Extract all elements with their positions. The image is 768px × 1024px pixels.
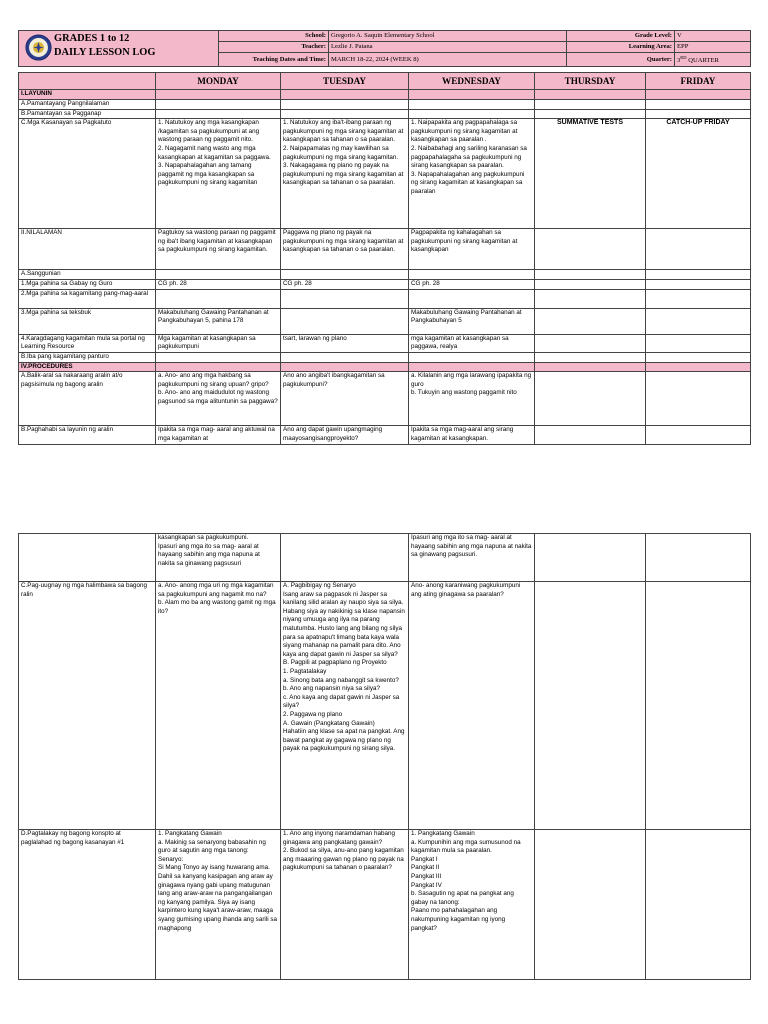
- row-label: D.Pagtalakay ng bagong konspto at paglalahad ng bagong kasanayan #1: [19, 830, 156, 980]
- table-cell: [646, 90, 751, 100]
- table-cell: 1. Ano ang inyong naramdaman habang ginagawa ang pangkatang gawain? 2. Bukod sa silya, anu-ano pang kagamitan ang maaaring gawan ng plano ng payak na pagkukumpuni sa tahanan o paaralan?: [281, 830, 409, 980]
- corner-header-cell: [19, 73, 156, 90]
- table-cell: 1. Naipapakita ang pagpapahalaga sa pagkukumpuni ng sirang kagamitan at kasangkapan sa paaralan . 2. Naibabahagi ang sariling karanasan sa pagpapahalagaha sa pagkukumpuni ng sirang kasangkapan sa paaralan. 3. Napapahalagahan ang pagkukumpuni ng sirang kagamitan at kasangkapan sa paaralan: [409, 119, 535, 229]
- table-cell: a. Ano- anong mga uri ng mga kagamitan sa pagkukumpuni ang nagamit mo na? b. Alam mo ba ang wastong gamit ng mga ito?: [156, 582, 281, 830]
- quarter-text: QUARTER: [686, 57, 719, 65]
- row-label: A.Sanggunian: [19, 270, 156, 280]
- table-row: [19, 289, 751, 308]
- table-cell: [535, 352, 646, 362]
- table-cell: [281, 270, 409, 280]
- table-row: [19, 109, 751, 119]
- table-cell: CG ph. 28: [156, 279, 281, 289]
- table-cell: [409, 100, 535, 110]
- table-cell: Ipasuri ang mga ito sa mag- aaral at hayaang sabihin ang mga napuna at nakita sa ginawang pagsusuri.: [409, 534, 535, 582]
- table-cell: [646, 426, 751, 445]
- table-row: [19, 100, 751, 110]
- table-cell: [409, 90, 535, 100]
- table-row: [19, 362, 751, 372]
- table-cell: [535, 582, 646, 830]
- table-cell: 1. Natutukoy ang mga kasangkapan /kagamitan sa pagkukumpuni at ang wastong paraan ng paggamit nito. 2. Nagagamit nang wasto ang mga kasangkapan at kagamitan sa paggawa. 3. Napapahalagahan ang tamang paggamit ng mga kasangkapan sa pagkukumpuni ng sirang kagamitan: [156, 119, 281, 229]
- table-cell: a. Kilalanin ang mga larawang ipapakita ng guro b. Tukuyin ang wastong paggamit nito: [409, 372, 535, 426]
- row-label: C.Mga Kasanayan sa Pagkatuto: [19, 119, 156, 229]
- day-header-tuesday: TUESDAY: [281, 73, 409, 90]
- header-title-line1: GRADES 1 to 12: [54, 33, 130, 44]
- row-label: II.NILALAMAN: [19, 229, 156, 270]
- table-cell: [646, 830, 751, 980]
- row-label: A.Balik-aral sa nakaraang aralin at/o pagsisimula ng bagong aralin: [19, 372, 156, 426]
- table-cell: [156, 109, 281, 119]
- quarter-value: [675, 53, 751, 67]
- row-label: IV.PROCEDURES: [19, 362, 156, 372]
- table-cell: [535, 334, 646, 352]
- table-cell: [535, 90, 646, 100]
- table-cell: Makabuluhang Gawaing Pantahanan at Pangkabuhayan 5, pahina 178: [156, 308, 281, 334]
- teaching-dates-value: MARCH 18-22, 2024 (WEEK 8): [329, 53, 567, 67]
- table-cell: [535, 279, 646, 289]
- school-label: School:: [219, 31, 329, 42]
- table-cell: [535, 362, 646, 372]
- row-label: 3.Mga pahina sa teksbuk: [19, 308, 156, 334]
- table-cell: [281, 109, 409, 119]
- table-cell: [646, 534, 751, 582]
- quarter-number: 3: [677, 57, 681, 65]
- table-cell: Ano- anong karaniwang pagkukumpuni ang ating ginagawa sa paaralan?: [409, 582, 535, 830]
- table-cell: [646, 334, 751, 352]
- row-label: 1.Mga pahina sa Gabay ng Guro: [19, 279, 156, 289]
- table-row: [19, 90, 751, 100]
- teaching-dates-label: Teaching Dates and Time:: [219, 53, 329, 67]
- grade-level-label: Grade Level:: [567, 31, 675, 42]
- table-cell: [646, 109, 751, 119]
- table-cell: [535, 289, 646, 308]
- table-cell: 1. Pangkatang Gawain a. Kumpunihin ang mga sumusunod na kagamitan mula sa paaralan. Pangkat I Pangkat II Pangkat III Pangkat IV b. Sasagutin ng apat na pangkat ang gabay na tanong: Paano mo pahahalagahan ang nakumpuning kagamitan ng iyong pangkat?: [409, 830, 535, 980]
- row-label: [19, 534, 156, 582]
- table-cell: [535, 372, 646, 426]
- table-cell: [156, 362, 281, 372]
- table-cell: [409, 289, 535, 308]
- header-table: [18, 30, 751, 67]
- day-header-wednesday: WEDNESDAY: [409, 73, 535, 90]
- table-cell: 1. Pangkatang Gawain a. Makinig sa senaryong babasahin ng guro at sagutin ang mga tanong: Senaryo: Si Mang Tonyo ay isang huwarang ama. Dahil sa kanyang kasipagan ang araw ay ginagawa nyang gabi upang matugunan lang ang araw-araw na pangangailangan ng kanyang pamilya. Siya ay isang karpintero kung kaya't araw-araw, maaga syang gumising upang ihanda ang sarili sa maghapong: [156, 830, 281, 980]
- teacher-label: Teacher:: [219, 42, 329, 53]
- table-cell: [646, 229, 751, 270]
- table-cell: Ipakita sa mga mag-aaral ang sirang kagamitan at kasangkapan.: [409, 426, 535, 445]
- row-label: I.LAYUNIN: [19, 90, 156, 100]
- table-cell: [535, 308, 646, 334]
- table-row: [19, 308, 751, 334]
- table-cell: [646, 289, 751, 308]
- table-row: [19, 830, 751, 980]
- table-cell: CG ph. 28: [281, 279, 409, 289]
- table-row: [19, 352, 751, 362]
- page2-rows: [19, 534, 751, 980]
- lesson-log-table-page2: [18, 533, 751, 980]
- table-cell: a. Ano- ano ang mga hakbang sa pagkukumpuni ng sirang upuan? gripo? b. Ano- ano ang maidudulot ng wastong pagsunod sa mga alituntunin sa paggawa?: [156, 372, 281, 426]
- table-cell: A. Pagbibigay ng Senaryo Isang araw sa pagpasok ni Jasper sa kanilang silid aralan ay naupo siya sa silya. Habang siya ay nakikinig sa klase napansin niyang umuuga ang ilya na parang matutumba. Husto lang ang bilang ng silya para sa apatnapu't limang bata kaya wala siyang mahanap na pamalit para dito. Ano kaya ang dapat gawin ni Jasper sa silya? B. Pagpili at pagpaplano ng Proyekto 1. Pagtatalakay a. Sinong bata ang nabanggit sa kwento? b. Ano ang napansin niya sa silya? c. Ano kaya ang dapat gawin ni Jasper sa silya? 2. Paggawa ng plano A. Gawain (Pangkatang Gawain) Hahatiin ang klase sa apat na pangkat. Ang bawat pangkat ay gagawa ng plano ng payak na pagkukumpuni ng sirang silya.: [281, 582, 409, 830]
- table-cell: [535, 426, 646, 445]
- learning-area-value: EPP: [675, 42, 751, 53]
- deped-seal-icon: [25, 34, 52, 61]
- table-cell: [535, 109, 646, 119]
- table-cell: [535, 534, 646, 582]
- quarter-superscript: RD: [680, 55, 687, 60]
- lesson-log-table-page1: [18, 72, 751, 445]
- table-cell: tsart, larawan ng plano: [281, 334, 409, 352]
- table-cell: [646, 362, 751, 372]
- header-title-line2: DAILY LESSON LOG: [54, 47, 156, 58]
- table-cell: [281, 100, 409, 110]
- header-title-cell: [19, 31, 219, 67]
- table-cell: [409, 352, 535, 362]
- table-cell: [646, 308, 751, 334]
- table-cell: [646, 279, 751, 289]
- teacher-value: Lezlie J. Patana: [329, 42, 567, 53]
- table-cell: [156, 270, 281, 280]
- row-label: B.Paghahabi sa layunin ng aralin: [19, 426, 156, 445]
- table-cell: [535, 229, 646, 270]
- table-cell: [281, 289, 409, 308]
- table-cell: [156, 289, 281, 308]
- table-cell: [281, 308, 409, 334]
- table-cell: [535, 830, 646, 980]
- table-cell: [281, 534, 409, 582]
- table-cell: [281, 90, 409, 100]
- table-row: [19, 582, 751, 830]
- table-cell: [646, 270, 751, 280]
- table-cell: [409, 109, 535, 119]
- row-label: A.Pamantayang Pangnilalaman: [19, 100, 156, 110]
- table-cell: Pagtukoy sa wastong paraan ng paggamit ng iba't ibang kagamitan at kasangkapan sa pagkukumpuni ng sirang kagamitan.: [156, 229, 281, 270]
- table-cell: Paggawa ng plano ng payak na pagkukumpuni ng mga sirang kagamitan at kasangkapan sa tahanan o sa paaralan.: [281, 229, 409, 270]
- table-cell: [646, 582, 751, 830]
- table-cell: Ipakita sa mga mag- aaral ang aktuwal na mga kagamitan at: [156, 426, 281, 445]
- table-cell: [535, 270, 646, 280]
- table-cell: CATCH-UP FRIDAY: [646, 119, 751, 229]
- table-row: [19, 372, 751, 426]
- table-cell: Pagpapakita ng kahalagahan sa pagkukumpuni ng sirang kagamitan at kasangkapan: [409, 229, 535, 270]
- row-label: C.Pag-uugnay ng mga halimbawa sa bagong ralin: [19, 582, 156, 830]
- learning-area-label: Learning Area:: [567, 42, 675, 53]
- row-label: 2.Mga pahina sa kagamitang pang-mag-aaral: [19, 289, 156, 308]
- row-label: 4.Karagdagang kagamitan mula sa portal ng Learning Resource: [19, 334, 156, 352]
- table-row: [19, 534, 751, 582]
- table-cell: [156, 352, 281, 362]
- day-header-thursday: THURSDAY: [535, 73, 646, 90]
- table-cell: [535, 100, 646, 110]
- table-cell: 1. Natutukoy ang iba't-ibang paraan ng pagkukumpuni ng mga sirang kagamitan at kasangkapan sa tahanan o sa paaralan. 2. Naipapamalas ng may kawilihan sa pagkukumpuni ng mga sirang kagamitan. 3. Nakagagawa ng plano ng payak na pagkukumpuni ng mga sirang kagamitan at kasangkapan sa tahanan o sa paaralan.: [281, 119, 409, 229]
- day-header-monday: MONDAY: [156, 73, 281, 90]
- table-row: [19, 270, 751, 280]
- table-row: [19, 426, 751, 445]
- table-cell: Ano ang dapat gawin upangmaging maayosangisangproyekto?: [281, 426, 409, 445]
- grade-level-value: V: [675, 31, 751, 42]
- page1-rows: [19, 90, 751, 445]
- table-cell: mga kagamitan at kasangkapan sa paggawa, realya: [409, 334, 535, 352]
- table-cell: [646, 352, 751, 362]
- table-cell: [156, 100, 281, 110]
- table-cell: [156, 90, 281, 100]
- table-row: [19, 279, 751, 289]
- table-row: [19, 334, 751, 352]
- table-cell: Makabuluhang Gawaing Pantahanan at Pangkabuhayan 5: [409, 308, 535, 334]
- school-value: Gregorio A. Saquin Elementary School: [329, 31, 567, 42]
- table-cell: CG ph. 28: [409, 279, 535, 289]
- table-cell: [281, 362, 409, 372]
- table-row: [19, 229, 751, 270]
- table-cell: kasangkapan sa pagkukumpuni. Ipasuri ang mga ito sa mag- aaral at hayaang sabihin ang mga napuna at nakita sa ginawang pagsusuri: [156, 534, 281, 582]
- table-cell: [646, 372, 751, 426]
- row-label: B.Iba pang kagamitang panturo: [19, 352, 156, 362]
- table-cell: [281, 352, 409, 362]
- table-cell: SUMMATIVE TESTS: [535, 119, 646, 229]
- table-cell: Ano ano angiba't ibangkagamitan sa pagkukumpuni?: [281, 372, 409, 426]
- table-row: [19, 119, 751, 229]
- row-label: B.Pamantayan sa Pagganap: [19, 109, 156, 119]
- quarter-label: Quarter:: [567, 53, 675, 67]
- table-cell: [409, 362, 535, 372]
- table-cell: [646, 100, 751, 110]
- day-header-friday: FRIDAY: [646, 73, 751, 90]
- table-cell: Mga kagamitan at kasangkapan sa pagkukumpuni: [156, 334, 281, 352]
- table-cell: [409, 270, 535, 280]
